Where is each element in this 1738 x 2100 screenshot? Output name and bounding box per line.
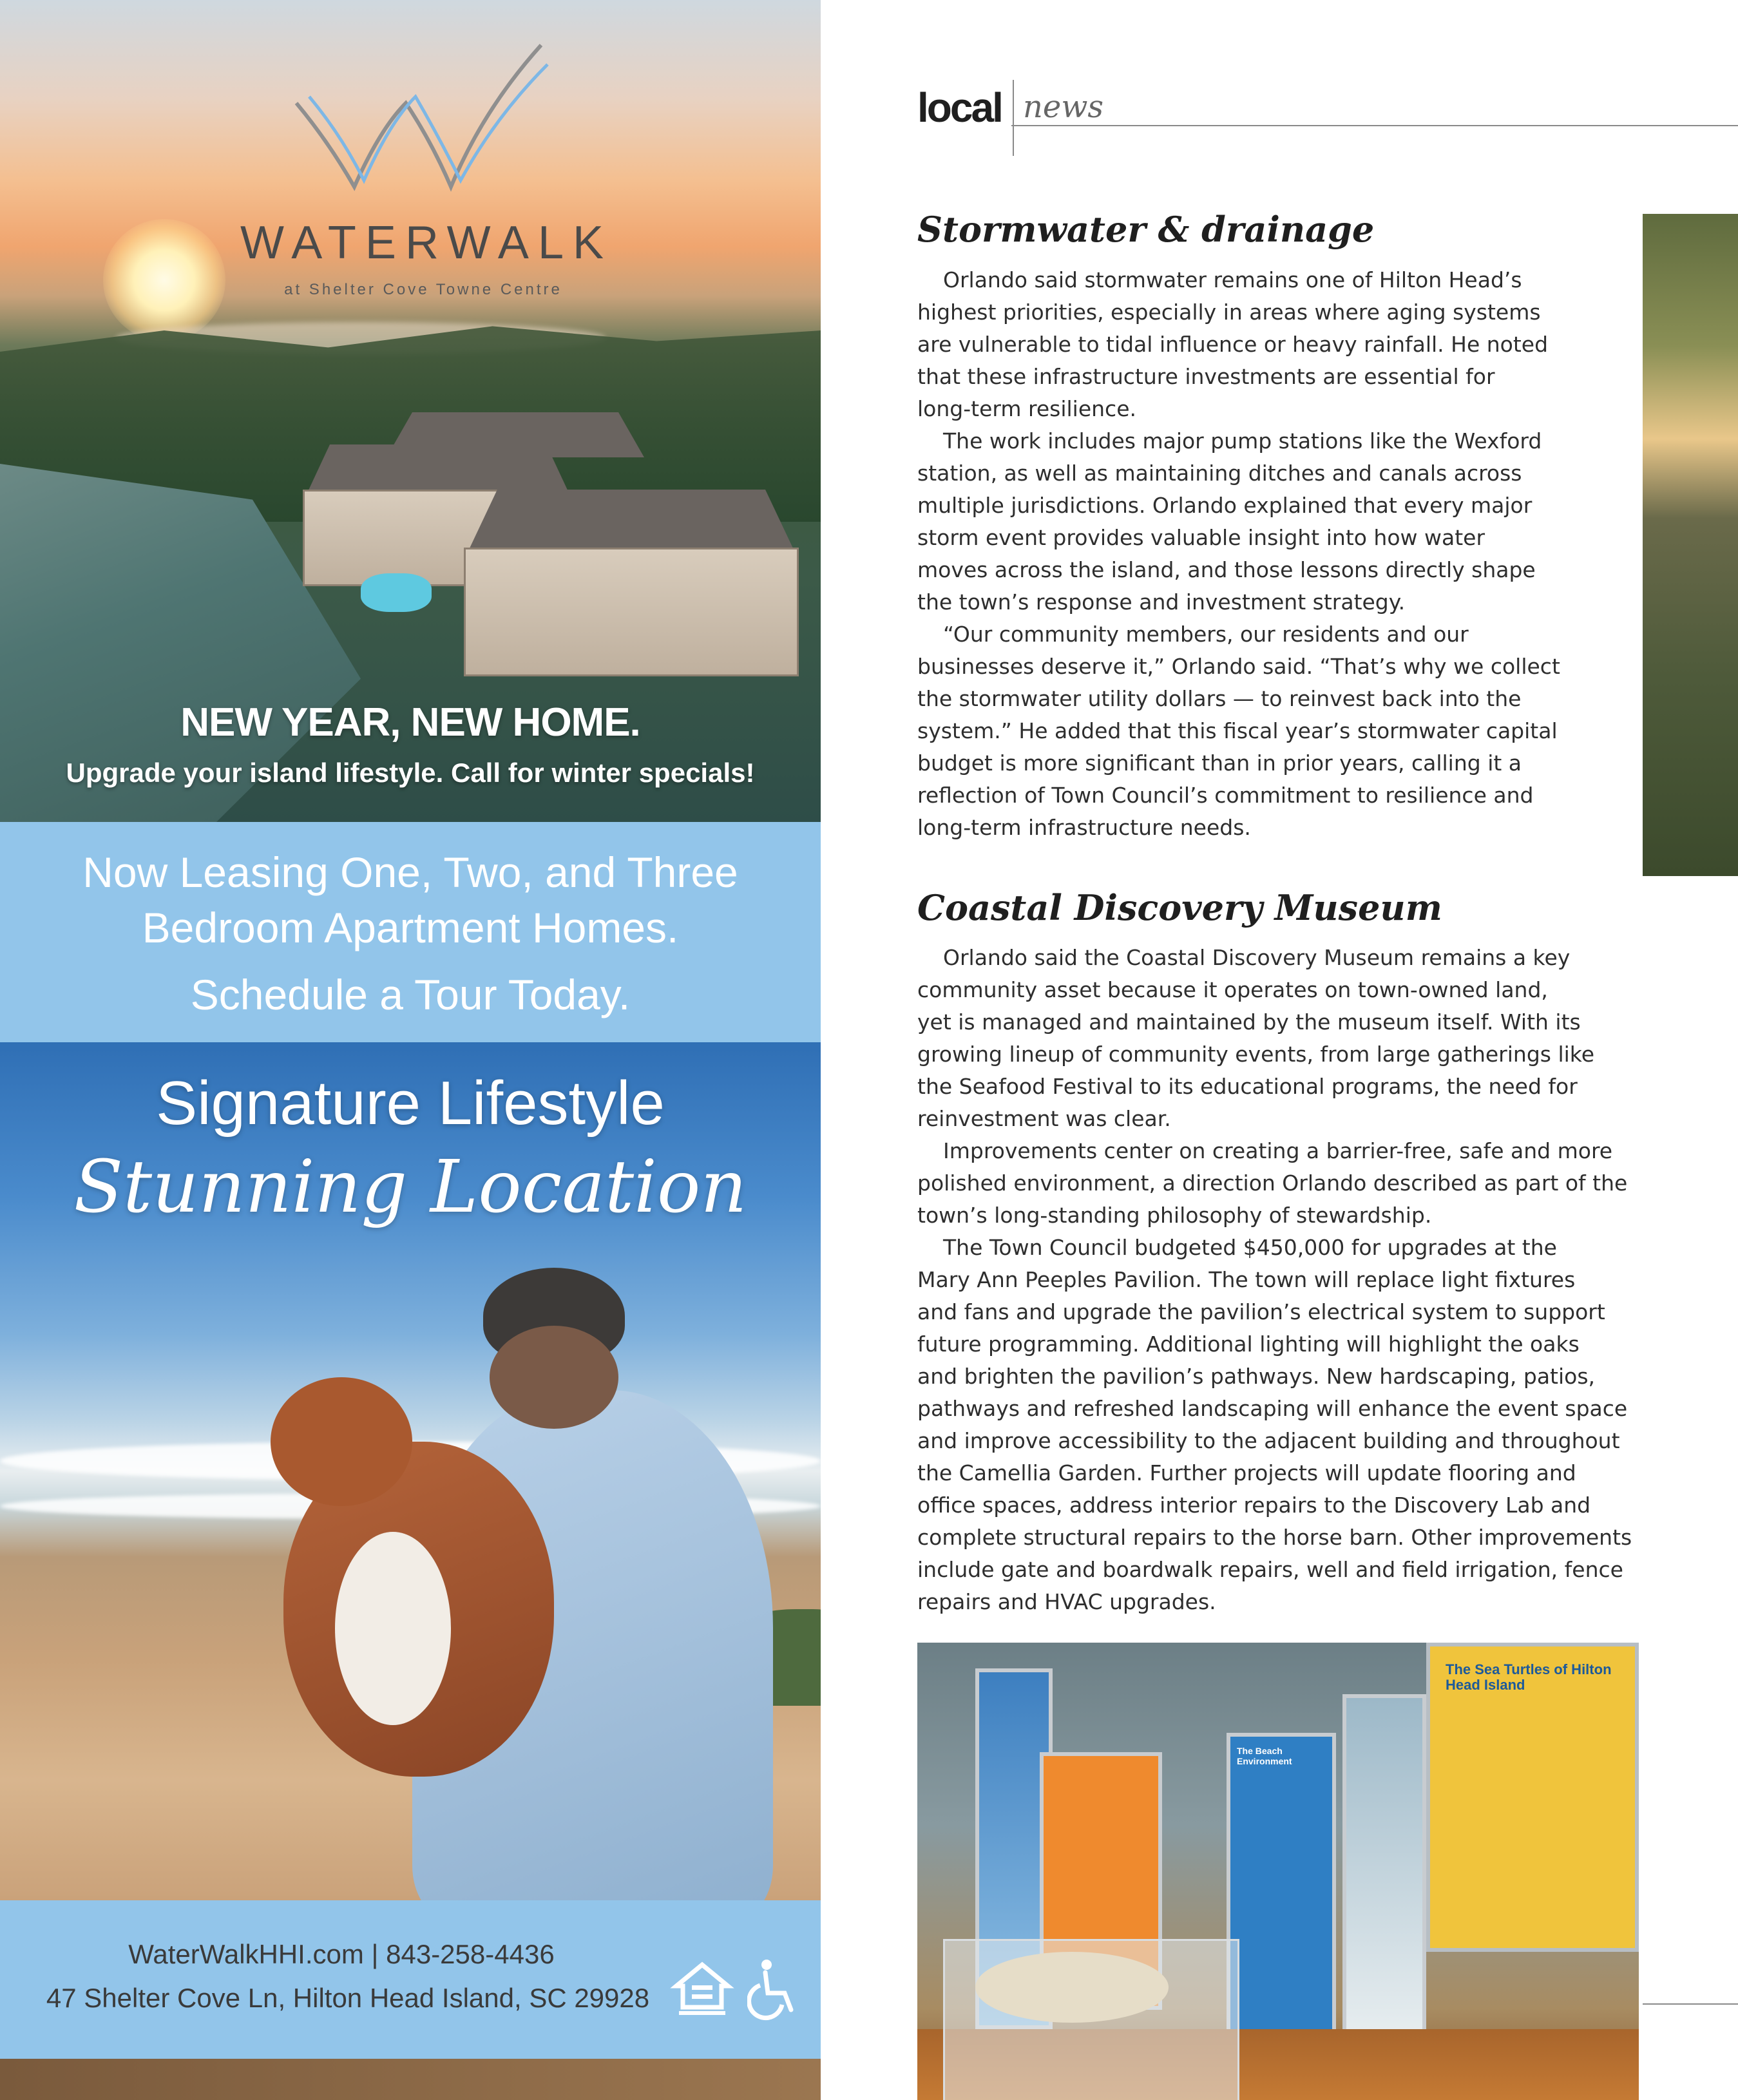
section-divider xyxy=(1013,80,1014,156)
paragraph-line: Improvements center on creating a barrier-free, safe and more xyxy=(943,1138,1613,1163)
swimming-pool xyxy=(361,573,432,612)
museum-exhibit-photo xyxy=(917,1643,1639,2100)
stormwater-body xyxy=(917,264,1639,844)
paragraph-line: budget is more significant than in prior years, calling it a xyxy=(917,750,1522,776)
paragraph-line: yet is managed and maintained by the museum itself. With its xyxy=(917,1009,1581,1035)
paragraph-line: repairs and HVAC upgrades. xyxy=(917,1589,1216,1614)
paragraph-line: moves across the island, and those lessons directly shape xyxy=(917,557,1536,582)
sea-turtle-sign-title: The Sea Turtles of Hilton Head Island xyxy=(1446,1661,1612,1693)
man-head xyxy=(490,1326,618,1429)
paragraph-line: community asset because it operates on town-owned land, xyxy=(917,977,1548,1002)
paragraph-line: include gate and boardwalk repairs, well and field irrigation, fence xyxy=(917,1557,1623,1582)
paragraph-line: and fans and upgrade the pavilion’s electrical system to support xyxy=(917,1299,1605,1324)
paragraph-line: and improve accessibility to the adjacent building and throughout xyxy=(917,1428,1620,1453)
paragraph-line: storm event provides valuable insight into how water xyxy=(917,525,1485,550)
paragraph-line: Mary Ann Peeples Pavilion. The town will replace light fixtures xyxy=(917,1267,1576,1292)
leasing-banner xyxy=(0,822,821,1042)
paragraph-line: growing lineup of community events, from large gatherings like xyxy=(917,1042,1595,1067)
paragraph-line: “Our community members, our residents and our xyxy=(943,622,1469,647)
paragraph-line: reinvestment was clear. xyxy=(917,1106,1171,1131)
turtle-skull-specimen xyxy=(975,1952,1169,2023)
paragraph-line: future programming. Additional lighting will highlight the oaks xyxy=(917,1332,1580,1357)
coastal-museum-heading: Coastal Discovery Museum xyxy=(917,887,1442,928)
beach-environment-sign-title: The Beach Environment xyxy=(1237,1746,1292,1766)
paragraph-line: polished environment, a direction Orlando described as part of the xyxy=(917,1170,1628,1196)
signature-lifestyle-text: Signature Lifestyle xyxy=(156,1069,665,1138)
equal-housing-opportunity-icon xyxy=(670,1957,734,2021)
ad-footer-strip xyxy=(0,2059,821,2100)
section-rule xyxy=(1011,125,1738,126)
paragraph-line: office spaces, address interior repairs to the Discovery Lab and xyxy=(917,1493,1591,1518)
paragraph-line: and brighten the pavilion’s pathways. New hardscaping, patios, xyxy=(917,1364,1596,1389)
side-rule xyxy=(1643,2003,1738,2005)
sea-turtle-sign xyxy=(1426,1643,1639,1952)
paragraph-line: the stormwater utility dollars — to reinvest back into the xyxy=(917,686,1522,711)
brand-name: WATERWALK xyxy=(240,217,613,269)
paragraph-line: Orlando said stormwater remains one of Hilton Head’s xyxy=(943,267,1522,292)
leasing-line: Now Leasing One, Two, and Three xyxy=(82,848,738,896)
dog-head xyxy=(271,1377,412,1506)
paragraph-line: the town’s response and investment strategy. xyxy=(917,589,1406,615)
dog-chest xyxy=(335,1532,451,1725)
section-label-local: local xyxy=(917,84,1002,131)
paragraph-line: station, as well as maintaining ditches and canals across xyxy=(917,461,1522,486)
side-landscape-photo xyxy=(1643,214,1738,876)
waterwalk-logo-icon xyxy=(283,26,554,206)
stormwater-heading: Stormwater & drainage xyxy=(917,209,1375,250)
contact-banner xyxy=(0,1900,821,2059)
wheelchair-accessible-icon xyxy=(747,1957,799,2021)
paragraph-line: that these infrastructure investments are essential for xyxy=(917,364,1495,389)
section-label-news: news xyxy=(1023,89,1104,125)
paragraph-line: town’s long-standing philosophy of stewardship. xyxy=(917,1203,1432,1228)
paragraph-line: are vulnerable to tidal influence or heavy rainfall. He noted xyxy=(917,332,1549,357)
paragraph-line: pathways and refreshed landscaping will enhance the event space xyxy=(917,1396,1628,1421)
website-and-phone[interactable]: WaterWalkHHI.com | 843-258-4436 xyxy=(128,1939,555,1969)
promo-subline: Upgrade your island lifestyle. Call for winter specials! xyxy=(66,758,755,788)
aerial-sunset-photo xyxy=(0,0,821,822)
leasing-line: Bedroom Apartment Homes. xyxy=(142,904,679,951)
paragraph-line: The work includes major pump stations like the Wexford xyxy=(943,428,1542,453)
apartment-building xyxy=(464,548,799,676)
leasing-call-to-action: Schedule a Tour Today. xyxy=(190,971,631,1018)
promo-headline: NEW YEAR, NEW HOME. xyxy=(180,700,640,745)
paragraph-line: highest priorities, especially in areas where aging systems xyxy=(917,300,1541,325)
waterwalk-advertisement xyxy=(0,0,821,2100)
paragraph-line: reflection of Town Council’s commitment to resilience and xyxy=(917,783,1534,808)
paragraph-line: the Seafood Festival to its educational programs, the need for xyxy=(917,1074,1578,1099)
paragraph-line: businesses deserve it,” Orlando said. “That’s why we collect xyxy=(917,654,1560,679)
stunning-location-script: Stunning Location xyxy=(73,1145,747,1229)
brand-subtitle: at Shelter Cove Towne Centre xyxy=(284,281,562,298)
paragraph-line: system.” He added that this fiscal year’s stormwater capital xyxy=(917,718,1558,743)
beach-photo xyxy=(0,1042,821,1900)
section-header xyxy=(915,77,1738,161)
paragraph-line: multiple jurisdictions. Orlando explained that every major xyxy=(917,493,1533,518)
paragraph-line: The Town Council budgeted $450,000 for upgrades at the xyxy=(943,1235,1557,1260)
building-roof xyxy=(387,412,644,457)
paragraph-line: long-term resilience. xyxy=(917,396,1136,421)
paragraph-line: long-term infrastructure needs. xyxy=(917,815,1251,840)
coastal-museum-body xyxy=(917,942,1639,1618)
beach-environment-sign xyxy=(1227,1733,1336,2048)
paragraph-line: the Camellia Garden. Further projects will update flooring and xyxy=(917,1460,1576,1485)
paragraph-line: Orlando said the Coastal Discovery Museum remains a key xyxy=(943,945,1571,970)
paragraph-line: complete structural repairs to the horse barn. Other improvements xyxy=(917,1525,1632,1550)
street-address: 47 Shelter Cove Ln, Hilton Head Island, SC 29928 xyxy=(46,1983,650,2013)
exhibit-panel xyxy=(1342,1694,1426,2042)
